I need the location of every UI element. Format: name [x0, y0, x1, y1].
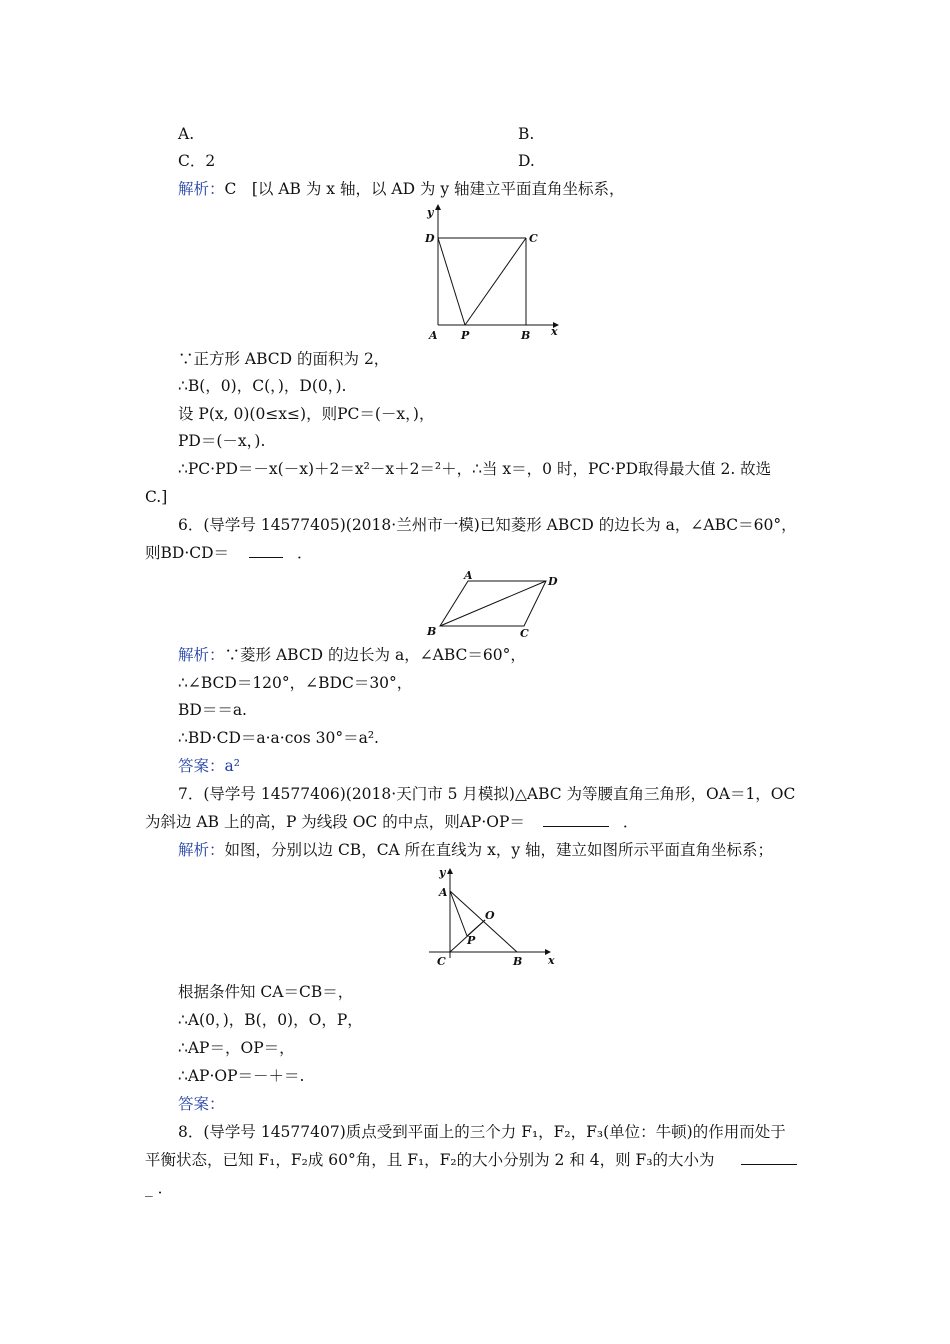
q5-solution-text: C [以 AB 为 x 轴，以 AD 为 y 轴建立平面直角坐标系，	[224, 180, 625, 198]
q5-line-1: ∵正方形 ABCD 的面积为 2，	[178, 350, 390, 368]
fig1-b-label: B	[521, 329, 531, 342]
q7-line-4: ∴AP·OP＝－＋＝.	[178, 1067, 305, 1085]
q7-stem-1: 7．(导学号 14577406)(2018·天门市 5 月模拟)△ABC 为等腰直角三角形，OA＝1，OC	[178, 785, 796, 803]
q5-option-d: D.	[518, 152, 535, 170]
fig2-c-label: C	[520, 627, 529, 639]
fig1-a-label: A	[429, 329, 438, 342]
q7-solution-text: 如图，分别以边 CB，CA 所在直线为 x，y 轴，建立如图所示平面直角坐标系；	[224, 841, 774, 859]
fig2-a-label: A	[464, 569, 473, 582]
fig3-a-label: A	[439, 886, 448, 899]
q7-line-2: ∴A(0，)，B(，0)，O，P，	[178, 1011, 363, 1029]
q6-solution-text: ∵菱形 ABCD 的边长为 a，∠ABC＝60°，	[224, 646, 526, 664]
q6-answer: 答案：a²	[178, 757, 240, 775]
q8-stem-2-text: 平衡状态，已知 F₁，F₂成 60°角，且 F₁，F₂的大小分别为 2 和 4，则 F₃的大小为	[145, 1151, 715, 1169]
q7-answer-blank[interactable]	[543, 812, 609, 827]
fig1-y-label: y	[427, 206, 434, 219]
q5-option-a: A.	[178, 125, 195, 143]
q6-stem-2-text: 则BD·CD＝	[145, 544, 230, 562]
q6-stem-1: 6．(导学号 14577405)(2018·兰州市一模)已知菱形 ABCD 的边长为 a，∠ABC＝60°，	[178, 516, 797, 534]
fig3-b-label: B	[513, 955, 523, 968]
fig3-p-label: P	[467, 934, 476, 947]
q5-line-6: C.]	[145, 488, 168, 506]
q8-answer-blank[interactable]	[741, 1150, 797, 1165]
q7-solution-intro	[178, 840, 773, 860]
q5-option-c: C．2	[178, 152, 216, 170]
q5-line-4: PD＝(－x，).	[178, 432, 266, 450]
solution-label: 解析：	[178, 646, 225, 664]
q5-solution-intro	[178, 179, 625, 199]
q7-stem-2-text: 为斜边 AB 上的高，P 为线段 OC 的中点，则AP·OP＝	[145, 813, 525, 831]
fig2-d-label: D	[548, 575, 558, 588]
fig1-p-label: P	[461, 329, 470, 342]
q7-stem-2	[145, 812, 638, 832]
fig3-y-label: y	[439, 866, 446, 879]
q8-stem-3: _ ．	[145, 1179, 174, 1197]
q6-stem-2	[145, 543, 313, 563]
fig1-d-label: D	[425, 232, 435, 245]
solution-label: 解析：	[178, 841, 225, 859]
fig3-o-label: O	[485, 909, 495, 922]
q6-line-3: ∴BD·CD＝a·a·cos 30°＝a².	[178, 729, 379, 747]
q6-stem-2-end: ．	[297, 544, 313, 562]
q5-line-3: 设 P(x, 0)(0≤x≤)，则PC＝(－x，)，	[178, 405, 435, 423]
q8-stem-2	[145, 1150, 797, 1170]
q7-stem-2-end: ．	[622, 813, 639, 831]
q6-line-2: BD＝＝a.	[178, 701, 247, 719]
q7-answer: 答案：	[178, 1095, 225, 1113]
q6-solution-intro	[178, 645, 526, 665]
fig2-b-label: B	[427, 625, 437, 638]
q5-line-5: ∴PC·PD＝－x(－x)＋2＝x²－x＋2＝²＋，∴当 x＝，0 时，PC·PD取得最大值 2. 故选	[178, 460, 772, 478]
fig1-c-label: C	[529, 232, 538, 245]
q6-answer-blank[interactable]	[249, 543, 283, 558]
solution-label: 解析：	[178, 180, 225, 198]
fig1-x-label: x	[551, 325, 558, 338]
rhombus-figure	[420, 567, 565, 639]
triangle-figure	[425, 864, 565, 972]
q7-line-3: ∴AP＝，OP＝，	[178, 1039, 295, 1057]
fig3-x-label: x	[548, 954, 555, 967]
q7-line-1: 根据条件知 CA＝CB＝，	[178, 983, 354, 1001]
square-figure	[405, 203, 570, 345]
q8-stem-1: 8．(导学号 14577407)质点受到平面上的三个力 F₁，F₂，F₃(单位：牛顿)的作用而处于	[178, 1123, 786, 1141]
fig3-c-label: C	[437, 955, 446, 968]
q6-line-1: ∴∠BCD＝120°，∠BDC＝30°，	[178, 674, 413, 692]
q5-option-b: B.	[518, 125, 535, 143]
q5-line-2: ∴B(，0)，C(，)，D(0，).	[178, 377, 347, 395]
